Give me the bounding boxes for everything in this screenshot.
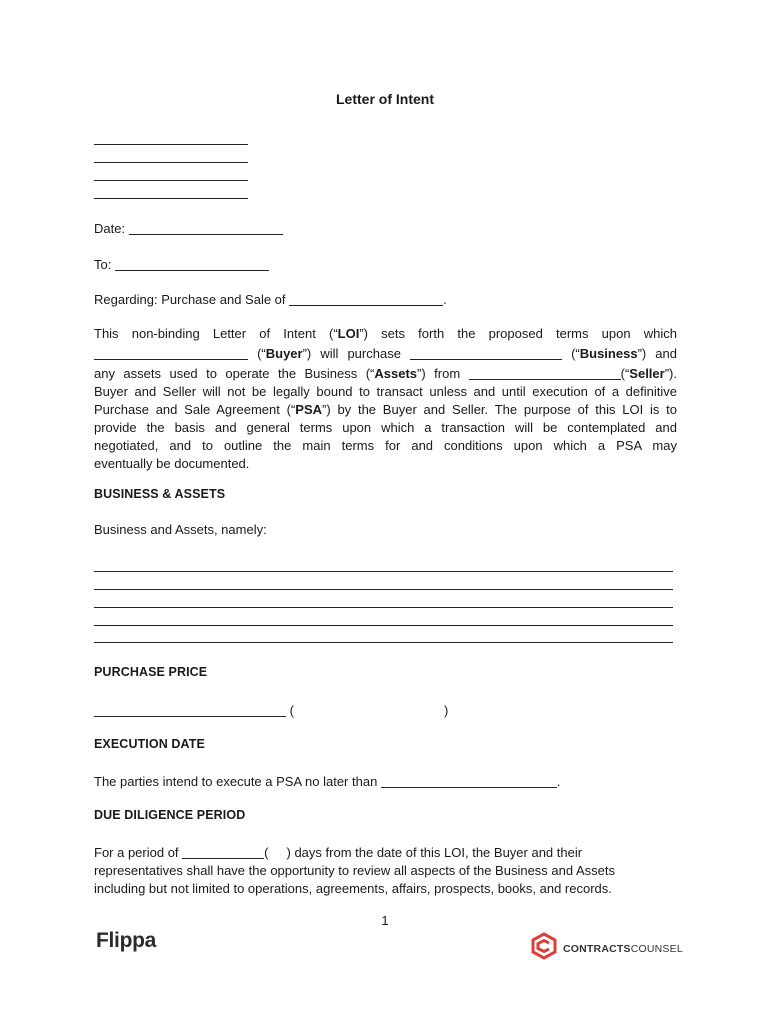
buyer-field[interactable]: [94, 345, 248, 360]
contractscounsel-logo[interactable]: [531, 932, 683, 965]
execution-date-field[interactable]: [381, 773, 557, 788]
to-label: To:: [94, 257, 112, 272]
execution-date-end: .: [556, 774, 561, 789]
purchase-price-heading: PURCHASE PRICE: [94, 665, 208, 679]
diligence-days-field[interactable]: [182, 844, 264, 859]
business-assets-line-3[interactable]: [94, 607, 673, 608]
intro-line-8: eventually be documented.: [94, 456, 250, 471]
business-assets-line-5[interactable]: [94, 642, 673, 643]
diligence-line-3: including but not limited to operations, agreements, affairs, prospects, books, and records.: [94, 881, 612, 896]
flippa-logo[interactable]: Flippa: [96, 929, 157, 952]
due-diligence-heading: DUE DILIGENCE PERIOD: [94, 808, 246, 822]
date-row: [94, 218, 283, 238]
page-number: 1: [381, 913, 389, 928]
execution-date-text: The parties intend to execute a PSA no later than: [94, 774, 378, 789]
intro-line-5: Purchase and Sale Agreement (“PSA”) by the Buyer and Seller. The purpose of this LOI is to: [94, 402, 678, 417]
address-line-3[interactable]: [94, 180, 248, 181]
purchase-price-field[interactable]: [94, 702, 286, 717]
business-assets-line-1[interactable]: [94, 571, 673, 572]
regarding-label: Regarding: Purchase and Sale of: [94, 292, 286, 307]
price-open-paren: (: [289, 703, 294, 718]
date-label: Date:: [94, 221, 126, 236]
intro-line-2: (“Buyer”) will purchase (“Business”) and: [94, 343, 677, 363]
address-line-4[interactable]: [94, 198, 248, 199]
regarding-row: [94, 289, 447, 309]
intro-line-7: negotiated, and to outline the main terms for and conditions upon which a PSA may: [94, 438, 677, 453]
business-assets-heading: BUSINESS & ASSETS: [94, 487, 226, 501]
contractscounsel-logo-icon: [531, 932, 557, 965]
to-field[interactable]: [115, 256, 269, 271]
intro-line-4: Buyer and Seller will not be legally bound to transact unless and until execution of a definitive: [94, 384, 677, 399]
due-diligence-paragraph: [94, 842, 677, 898]
business-assets-text: Business and Assets, namely:: [94, 522, 267, 537]
contractscounsel-logo-text: CONTRACTSCOUNSEL: [563, 942, 683, 955]
intro-line-1: This non-binding Letter of Intent (“LOI”) sets forth the proposed terms upon which: [94, 326, 677, 341]
date-field[interactable]: [129, 220, 283, 235]
execution-date-row: [94, 771, 561, 791]
seller-field[interactable]: [469, 365, 621, 380]
address-line-1[interactable]: [94, 144, 248, 145]
to-row: [94, 254, 269, 274]
intro-paragraph: [94, 325, 677, 473]
purchase-price-row: [94, 700, 448, 720]
price-close-paren: ): [443, 703, 449, 718]
business-field[interactable]: [410, 345, 562, 360]
regarding-end: .: [443, 292, 447, 307]
diligence-line-1: For a period of ( ) days from the date of this LOI, the Buyer and their: [94, 845, 583, 860]
document-title: Letter of Intent: [336, 91, 434, 107]
execution-date-heading: EXECUTION DATE: [94, 737, 205, 751]
address-line-2[interactable]: [94, 162, 248, 163]
intro-line-6: provide the basis and general terms upon which a transaction will be contemplated and: [94, 420, 677, 435]
intro-line-3: any assets used to operate the Business (“Assets”) from (“Seller”).: [94, 366, 677, 381]
business-assets-line-4[interactable]: [94, 625, 673, 626]
regarding-field[interactable]: [289, 291, 443, 306]
diligence-line-2: representatives shall have the opportunity to review all aspects of the Business and Assets: [94, 863, 616, 878]
business-assets-line-2[interactable]: [94, 589, 673, 590]
